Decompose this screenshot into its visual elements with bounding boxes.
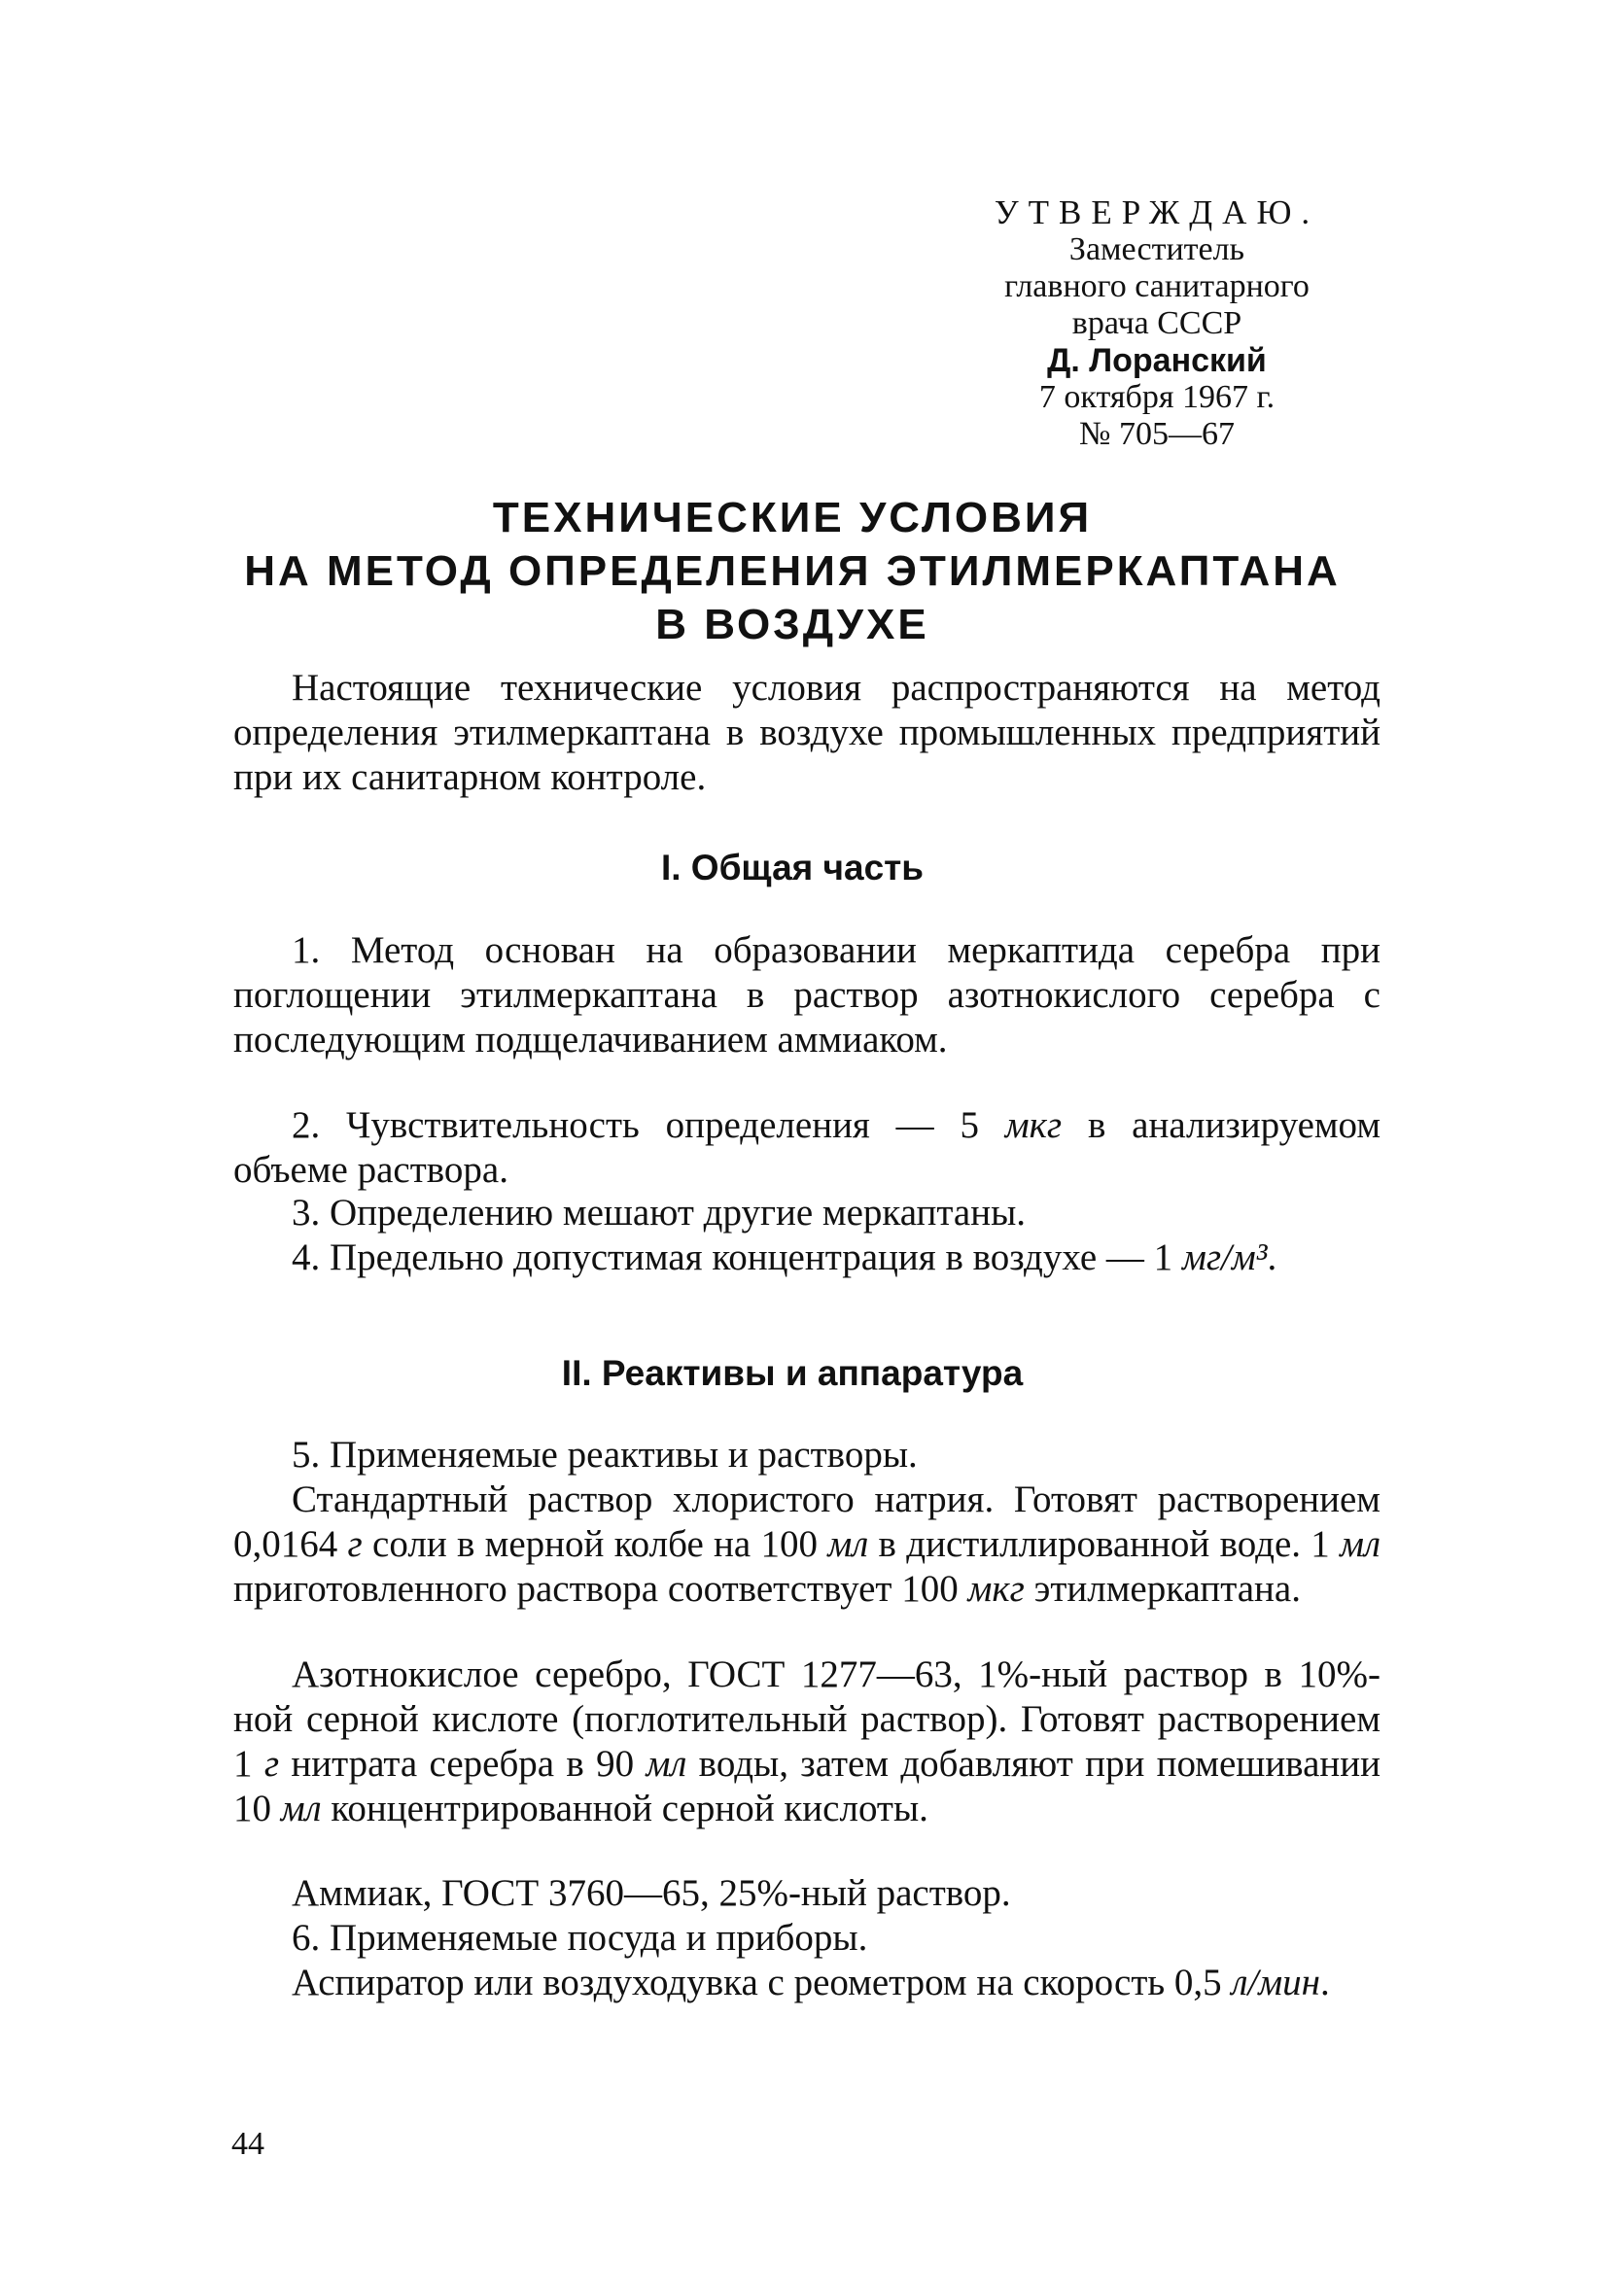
approval-line2: главного санитарного — [1004, 268, 1310, 304]
approval-date: 7 октября 1967 г. — [1038, 379, 1276, 415]
paragraph-4 — [233, 1235, 1381, 1280]
paragraph-2-text-end: в анализируемом объеме раствора. — [233, 1104, 1381, 1191]
unit-g: г — [263, 1743, 280, 1785]
approval-line1: Заместитель — [1068, 231, 1245, 267]
unit-mkg: мкг — [967, 1568, 1025, 1610]
section2-heading: II. Реактивы и аппаратура — [561, 1353, 1024, 1393]
title-line1: ТЕХНИЧЕСКИЕ УСЛОВИЯ — [492, 494, 1093, 541]
approval-block — [972, 194, 1342, 453]
ag-text-a: Азотнокислое серебро, ГОСТ 1277—63, 1%-ный раствор в 10%-ной серной кислоте (поглотительный раствор). Готовят растворением 1 — [233, 1653, 1381, 1785]
unit-g: г — [347, 1523, 363, 1565]
paragraph-aspirator — [233, 1961, 1381, 2005]
paragraph-ammonia: Аммиак, ГОСТ 3760—65, 25%-ный раствор. — [292, 1872, 1011, 1914]
std-text-d: приготовленного раствора соответствует 100 — [233, 1568, 968, 1610]
title-line2: НА МЕТОД ОПРЕДЕЛЕНИЯ ЭТИЛМЕРКАПТАНА — [244, 547, 1341, 595]
std-text-c: в дистиллированной воде. 1 — [868, 1523, 1341, 1565]
approval-line3: врача СССР — [1071, 305, 1242, 341]
unit-mg-m3: мг/м³ — [1181, 1236, 1268, 1278]
paragraph-6: 6. Применяемые посуда и приборы. — [292, 1917, 868, 1959]
asp-text-b: . — [1320, 1962, 1330, 2003]
std-text-a: Стандартный раствор хлористого натрия. Готовят растворением 0,0164 — [233, 1478, 1381, 1565]
asp-text-a: Аспиратор или воздуходувка с реометром на скорость 0,5 — [292, 1962, 1232, 2003]
unit-ml: мл — [827, 1523, 869, 1565]
paragraph-2 — [233, 1103, 1381, 1193]
page-number: 44 — [231, 2126, 264, 2162]
unit-ml: мл — [646, 1743, 687, 1785]
approval-signer: Д. Лоранский — [1047, 342, 1267, 379]
document-title — [194, 491, 1390, 651]
ag-text-d: концентрированной серной кислоты. — [321, 1788, 928, 1829]
unit-ml: мл — [280, 1788, 322, 1829]
unit-ml: мл — [1340, 1523, 1381, 1565]
ag-text-c: воды, затем добавляют при помешивании 10 — [233, 1743, 1381, 1829]
paragraph-1: 1. Метод основан на образовании меркаптида серебра при поглощении этилмеркаптана в раствор азотнокислого серебра с последующим подщелачиванием аммиаком. — [233, 929, 1381, 1061]
paragraph-4-text-end: . — [1267, 1236, 1277, 1278]
paragraph-3: 3. Определению мешают другие меркаптаны. — [292, 1192, 1027, 1234]
unit-mkg: мкг — [1004, 1104, 1063, 1146]
paragraph-2-text: 2. Чувствительность определения — 5 — [292, 1104, 1005, 1146]
section1-heading: I. Общая часть — [660, 848, 925, 887]
paragraph-5: 5. Применяемые реактивы и растворы. — [292, 1434, 918, 1476]
std-text-b: соли в мерной колбе на 100 — [362, 1523, 828, 1565]
unit-l-min: л/мин — [1231, 1962, 1321, 2003]
intro-paragraph: Настоящие технические условия распространяются на метод определения этилмеркаптана в воздухе промышленных предприятий при их санитарном контроле. — [233, 667, 1381, 798]
approval-number: № 705—67 — [1079, 416, 1235, 452]
ag-text-b: нитрата серебра в 90 — [279, 1743, 647, 1785]
paragraph-standard-solution — [233, 1478, 1381, 1612]
paragraph-silver-nitrate — [233, 1652, 1381, 1831]
title-line3: В ВОЗДУХЕ — [655, 601, 929, 648]
paragraph-4-text: 4. Предельно допустимая концентрация в воздухе — 1 — [292, 1236, 1182, 1278]
std-text-e: этилмеркаптана. — [1024, 1568, 1301, 1610]
approval-heading: УТВЕРЖДАЮ. — [994, 193, 1320, 231]
